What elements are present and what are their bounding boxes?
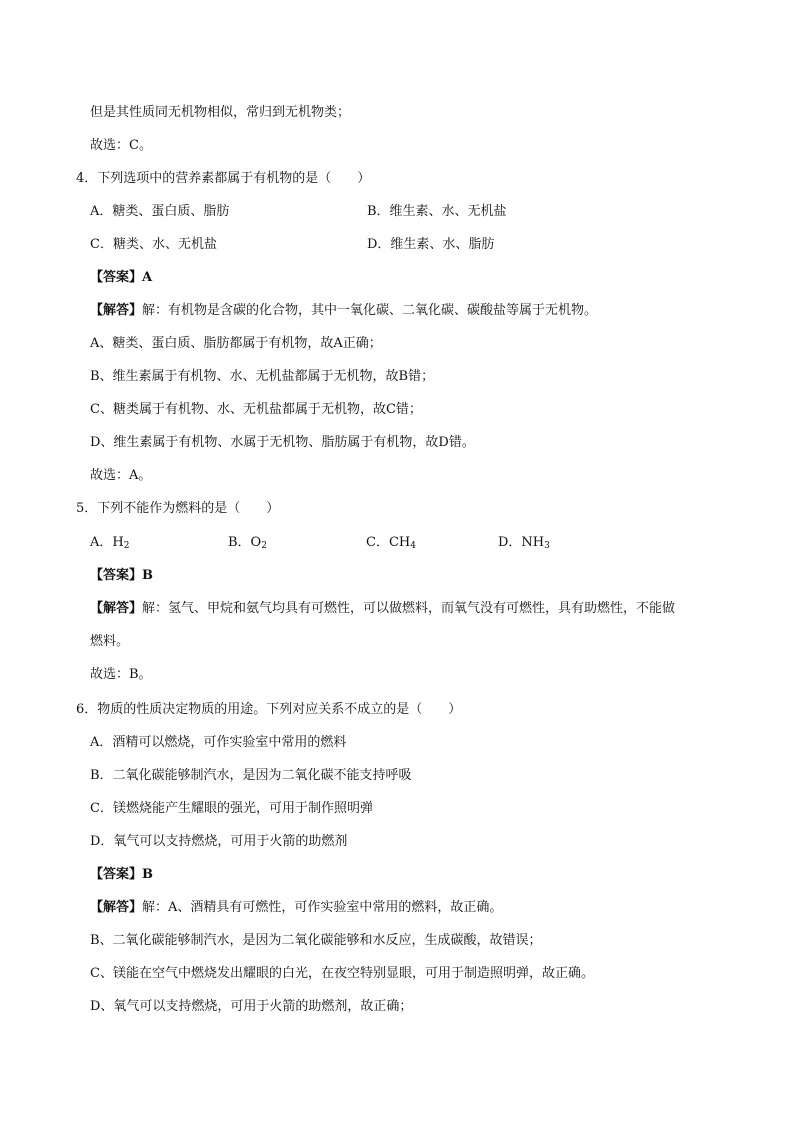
q5-stem: 5．下列不能作为燃料的是（ ） <box>76 501 280 516</box>
q5-option-b: B．$O_2$ <box>228 535 267 551</box>
q6-analysis <box>90 899 502 917</box>
q6-option-a: A．酒精可以燃烧，可作实验室中常用的燃料 <box>90 735 347 750</box>
q6-stem: 6．物质的性质决定物质的用途。下列对应关系不成立的是（ ） <box>76 702 462 717</box>
q4-stem: 4．下列选项中的营养素都属于有机物的是（ ） <box>76 171 371 186</box>
q4-choose: 故选：A。 <box>90 468 152 483</box>
q4-analysis-line-a: A、糖类、蛋白质、脂肪都属于有机物，故A正确； <box>90 336 382 351</box>
q6-analysis-line-d: D、氧气可以支持燃烧，可用于火箭的助燃剂，故正确； <box>90 999 413 1014</box>
q6-analysis-text: 解：A、酒精具有可燃性，可作实验室中常用的燃料，故正确。 <box>142 900 503 915</box>
prev-analysis-line: 但是其性质同无机物相似，常归到无机物类； <box>90 105 351 120</box>
q5-answer: 【答案】B <box>90 568 153 583</box>
prev-choose: 故选：C。 <box>90 138 152 153</box>
q4-analysis-line-d: D、维生素属于有机物、水属于无机物、脂肪属于有机物，故D错。 <box>90 435 475 450</box>
q6-answer: 【答案】B <box>90 867 153 882</box>
q5-analysis <box>90 600 675 618</box>
q4-option-a: A．糖类、蛋白质、脂肪 <box>90 204 230 219</box>
q5-option-a: A．$H_2$ <box>90 535 130 551</box>
q5-analysis-text: 解：氢气、甲烷和氨气均具有可燃性，可以做燃料，而氧气没有可燃性，具有助燃性，不能做 <box>142 601 676 616</box>
q5-choose: 故选：B。 <box>90 667 152 682</box>
q6-option-b: B．二氧化碳能够制汽水，是因为二氧化碳不能支持呼吸 <box>90 768 412 783</box>
q4-analysis <box>90 302 597 320</box>
q4-option-d: D．维生素、水、脂肪 <box>367 237 495 252</box>
q6-option-c: C．镁燃烧能产生耀眼的强光，可用于制作照明弹 <box>90 801 373 816</box>
q4-analysis-label: 【解答】 <box>90 303 143 318</box>
q6-analysis-label: 【解答】 <box>90 900 143 915</box>
q5-option-c: C．$CH_4$ <box>366 535 416 551</box>
q4-analysis-line-b: B、维生素属于有机物、水、无机盐都属于无机物，故B错； <box>90 369 435 384</box>
q4-analysis-line-c: C、糖类属于有机物、水、无机盐都属于无机物，故C错； <box>90 402 422 417</box>
q6-analysis-line-c: C、镁能在空气中燃烧发出耀眼的白光，在夜空特别显眼，可用于制造照明弹，故正确。 <box>90 966 594 981</box>
q4-option-b: B．维生素、水、无机盐 <box>367 204 507 219</box>
q6-option-d: D．氧气可以支持燃烧，可用于火箭的助燃剂 <box>90 834 348 849</box>
q4-answer: 【答案】A <box>90 270 153 285</box>
q5-analysis-cont: 燃料。 <box>90 634 130 649</box>
q4-analysis-text: 解：有机物是含碳的化合物，其中一氧化碳、二氧化碳、碳酸盐等属于无机物。 <box>142 303 598 318</box>
q4-option-c: C．糖类、水、无机盐 <box>90 237 217 252</box>
q5-analysis-label: 【解答】 <box>90 601 143 616</box>
q6-analysis-line-b: B、二氧化碳能够制汽水，是因为二氧化碳能够和水反应，生成碳酸，故错误； <box>90 933 542 948</box>
q5-option-d: D．$NH_3$ <box>498 535 550 551</box>
